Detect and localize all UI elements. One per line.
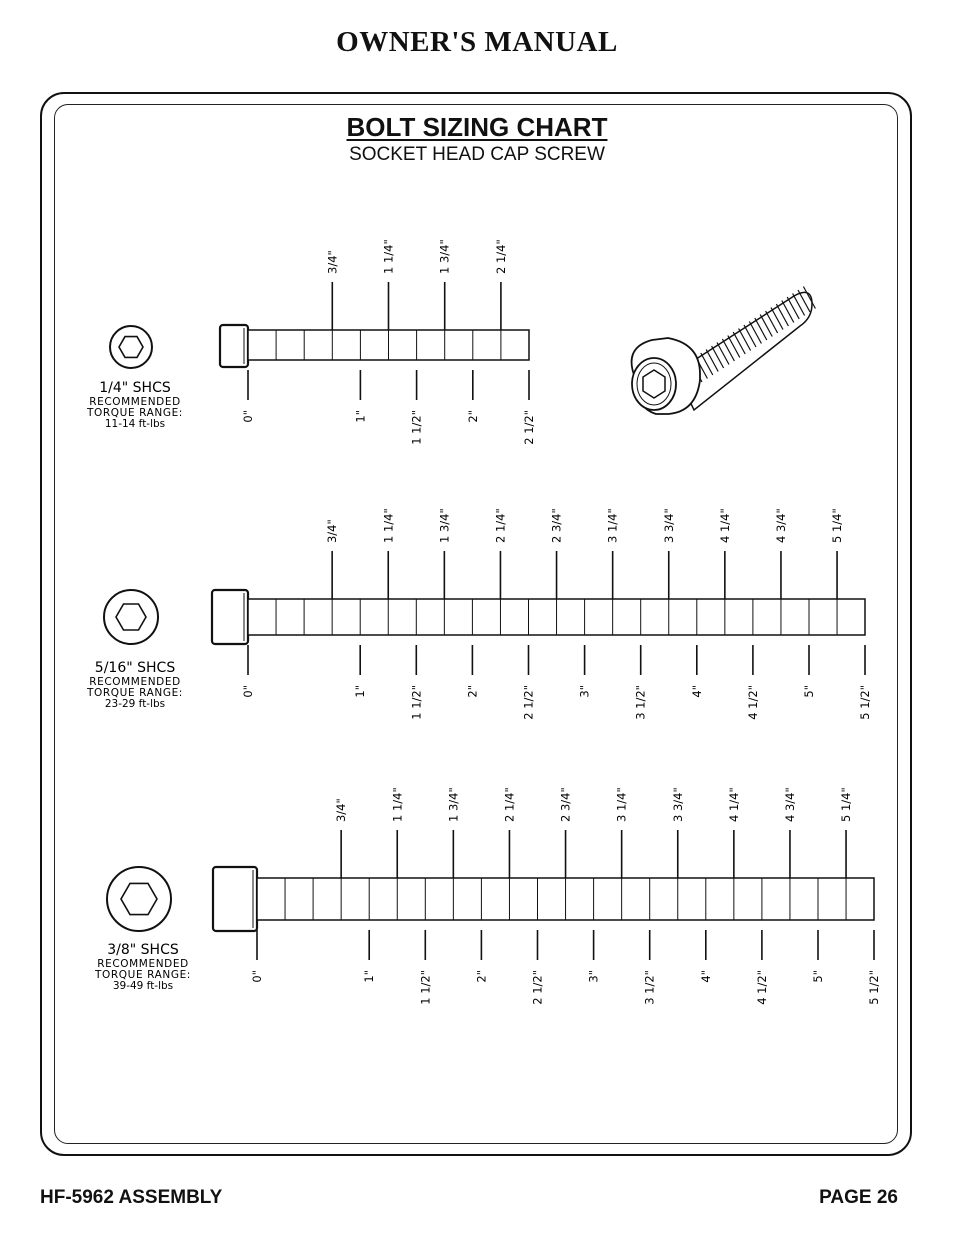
upper-length-label: 4 3/4" bbox=[782, 787, 797, 822]
lower-length-label: 4" bbox=[689, 685, 704, 698]
bolt-size-label: 5/16" SHCS bbox=[94, 660, 176, 676]
bolt-row-2 bbox=[86, 508, 872, 720]
upper-length-label: 5 1/4" bbox=[839, 787, 854, 822]
lower-length-label: 0" bbox=[250, 970, 264, 983]
hex-socket-icon bbox=[119, 337, 143, 358]
lower-length-label: 3 1/2" bbox=[642, 970, 657, 1005]
torque-range-label: TORQUE RANGE: bbox=[87, 407, 183, 419]
upper-length-label: 3/4" bbox=[325, 250, 340, 274]
footer-page-number: PAGE 26 bbox=[819, 1187, 898, 1208]
bolt-head bbox=[212, 590, 248, 644]
page-header-title: OWNER'S MANUAL bbox=[336, 26, 618, 58]
lower-length-label: 3" bbox=[586, 970, 601, 983]
lower-length-label: 3 1/2" bbox=[633, 685, 648, 720]
lower-length-label: 2" bbox=[465, 685, 480, 698]
lower-length-label: 2" bbox=[474, 970, 489, 983]
bolt-row-3 bbox=[94, 787, 881, 1005]
hex-socket-icon bbox=[121, 883, 157, 914]
upper-length-label: 4 3/4" bbox=[773, 508, 788, 543]
bolt-illustration bbox=[632, 287, 816, 415]
upper-length-label: 1 3/4" bbox=[437, 508, 452, 543]
torque-range-label: TORQUE RANGE: bbox=[87, 687, 183, 699]
lower-length-label: 2 1/2" bbox=[522, 410, 536, 445]
lower-length-label: 5 1/2" bbox=[858, 685, 872, 720]
lower-length-label: 4 1/2" bbox=[754, 970, 769, 1005]
bolt-size-label: 1/4" SHCS bbox=[99, 380, 171, 396]
lower-length-label: 2" bbox=[465, 410, 480, 423]
footer-model-label: HF-5962 ASSEMBLY bbox=[40, 1187, 223, 1208]
lower-length-label: 1 1/2" bbox=[418, 970, 433, 1005]
bolt-head bbox=[213, 867, 257, 931]
chart-subtitle: SOCKET HEAD CAP SCREW bbox=[349, 144, 605, 165]
upper-length-label: 5 1/4" bbox=[830, 508, 845, 543]
upper-length-label: 3 3/4" bbox=[670, 787, 685, 822]
upper-length-label: 2 1/4" bbox=[502, 787, 517, 822]
upper-length-label: 1 1/4" bbox=[390, 787, 405, 822]
lower-length-label: 0" bbox=[241, 685, 255, 698]
upper-length-label: 4 1/4" bbox=[726, 787, 741, 822]
upper-length-label: 1 3/4" bbox=[437, 239, 452, 274]
upper-length-label: 1 1/4" bbox=[381, 508, 396, 543]
upper-length-label: 1 1/4" bbox=[381, 239, 396, 274]
lower-length-label: 4 1/2" bbox=[745, 685, 760, 720]
upper-length-label: 3/4" bbox=[334, 798, 349, 822]
recommended-label: RECOMMENDED bbox=[97, 958, 189, 970]
lower-length-label: 5" bbox=[811, 970, 825, 983]
lower-length-label: 1" bbox=[362, 970, 377, 983]
chart-title-text: BOLT SIZING CHART bbox=[346, 112, 608, 142]
lower-length-label: 3" bbox=[577, 685, 592, 698]
upper-length-label: 2 3/4" bbox=[558, 787, 573, 822]
lower-length-label: 1 1/2" bbox=[409, 410, 424, 445]
upper-length-label: 3 1/4" bbox=[614, 787, 629, 822]
hex-socket-icon bbox=[116, 604, 146, 630]
bolt-size-label: 3/8" SHCS bbox=[107, 942, 179, 958]
lower-length-label: 5" bbox=[802, 685, 816, 698]
recommended-label: RECOMMENDED bbox=[89, 396, 181, 408]
torque-range-label: TORQUE RANGE: bbox=[95, 969, 191, 981]
lower-length-label: 1" bbox=[353, 685, 368, 698]
upper-length-label: 3 3/4" bbox=[661, 508, 676, 543]
upper-length-label: 2 1/4" bbox=[493, 508, 508, 543]
upper-length-label: 3/4" bbox=[325, 519, 340, 543]
upper-length-label: 3 1/4" bbox=[605, 508, 620, 543]
torque-range-value: 23-29 ft-lbs bbox=[104, 698, 166, 710]
upper-length-label: 2 3/4" bbox=[549, 508, 564, 543]
bolt-row-1 bbox=[86, 239, 536, 445]
upper-length-label: 1 3/4" bbox=[446, 787, 461, 822]
torque-range-value: 39-49 ft-lbs bbox=[112, 980, 174, 992]
lower-length-label: 0" bbox=[241, 410, 255, 423]
lower-length-label: 1" bbox=[353, 410, 368, 423]
recommended-label: RECOMMENDED bbox=[89, 676, 181, 688]
upper-length-label: 4 1/4" bbox=[717, 508, 732, 543]
lower-length-label: 5 1/2" bbox=[867, 970, 881, 1005]
lower-length-label: 1 1/2" bbox=[409, 685, 424, 720]
torque-range-value: 11-14 ft-lbs bbox=[104, 418, 166, 430]
upper-length-label: 2 1/4" bbox=[493, 239, 508, 274]
lower-length-label: 2 1/2" bbox=[530, 970, 545, 1005]
lower-length-label: 2 1/2" bbox=[521, 685, 536, 720]
lower-length-label: 4" bbox=[698, 970, 713, 983]
